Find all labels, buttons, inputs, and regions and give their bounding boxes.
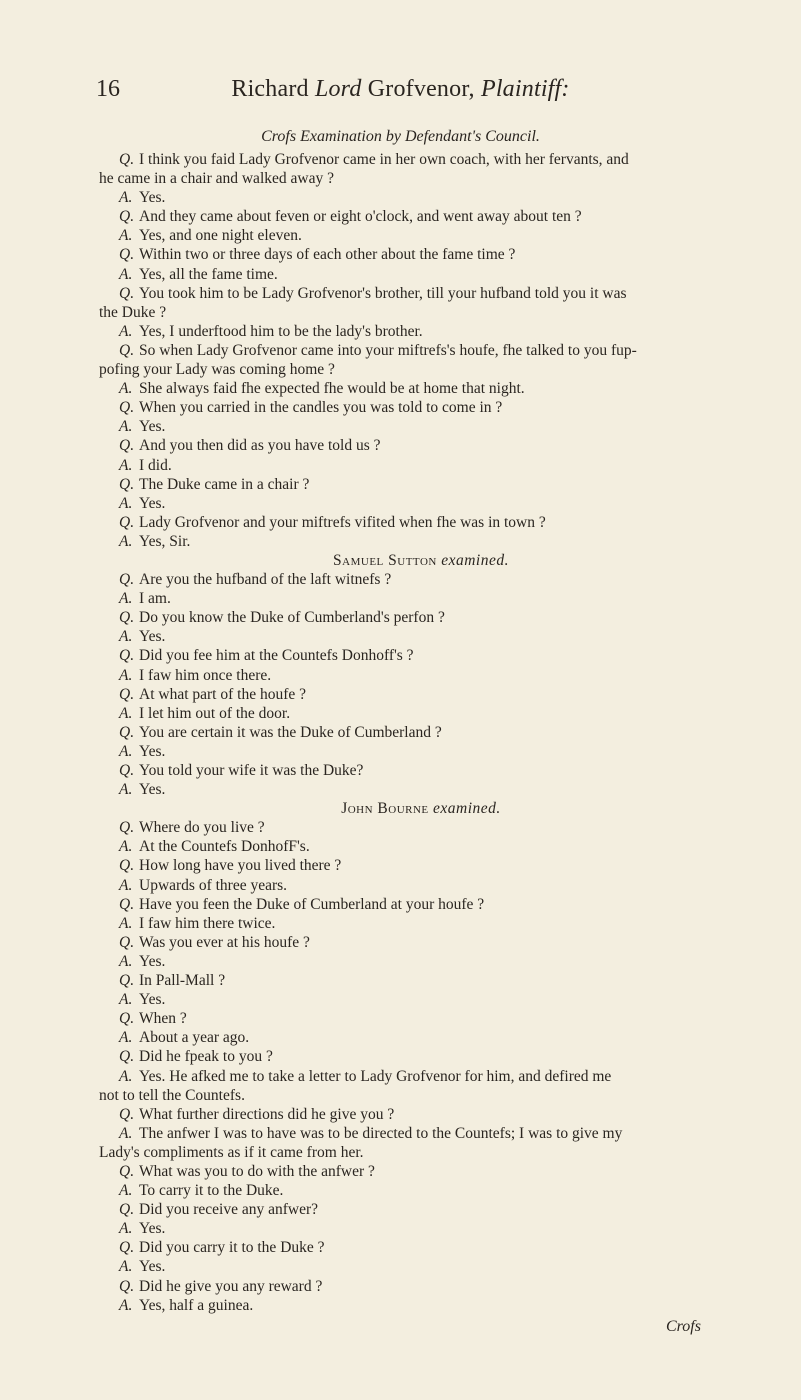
line-text: So when Lady Grofvenor came into your miftrefs's houfe, fhe talked to you fup- <box>139 341 637 359</box>
question-line <box>99 608 703 627</box>
line-text: How long have you lived there ? <box>139 857 342 875</box>
line-text: Upwards of three years. <box>139 876 288 894</box>
examined-label: examined. <box>441 551 509 569</box>
line-text: I think you faid Lady Grofvenor came in her own coach, with her fervants, and <box>139 151 629 168</box>
answer-line <box>99 532 703 551</box>
speaker-marker: A. <box>119 704 133 722</box>
line-text: Yes. <box>139 991 166 1009</box>
line-text: When you carried in the candles you was told to come in ? <box>139 399 503 417</box>
line-text: Have you feen the Duke of Cumberland at your houfe ? <box>139 895 485 913</box>
question-line <box>99 1162 703 1181</box>
speaker-marker: Q. <box>119 399 135 417</box>
speaker-marker: A. <box>119 532 133 550</box>
speaker-marker: Q. <box>119 437 135 455</box>
speaker-marker: A. <box>119 322 133 340</box>
line-text: I am. <box>139 590 171 608</box>
line-text: Yes. <box>139 742 166 760</box>
question-line <box>99 1105 703 1124</box>
answer-line <box>99 837 703 856</box>
answer-line <box>99 456 703 475</box>
line-text: Yes. <box>139 189 166 207</box>
speaker-marker: Q. <box>119 246 135 264</box>
speaker-marker: A. <box>119 991 133 1009</box>
answer-line <box>99 379 703 398</box>
line-text: I did. <box>139 456 172 474</box>
question-line <box>99 723 703 742</box>
speaker-marker: A. <box>119 666 133 684</box>
speaker-marker: Q. <box>119 1239 135 1257</box>
line-text: In Pall-Mall ? <box>139 972 226 990</box>
question-line <box>99 513 703 532</box>
running-header <box>0 76 801 110</box>
question-line <box>99 1047 703 1066</box>
title-lord: Lord <box>314 76 362 102</box>
line-text: Did you fee him at the Countefs Donhoff's ? <box>139 647 414 665</box>
line-text: The anfwer I was to have was to be directed to the Countefs; I was to give my <box>139 1124 623 1142</box>
line-text: Yes. <box>139 781 166 799</box>
speaker-marker: Q. <box>119 895 135 913</box>
continuation-line <box>99 1143 703 1162</box>
speaker-marker: A. <box>119 380 133 398</box>
speaker-marker: Q. <box>119 933 135 951</box>
line-text: Yes. <box>139 1258 166 1276</box>
witness-heading <box>99 799 703 818</box>
title-pre: Richard <box>231 76 315 102</box>
line-text: You took him to be Lady Grofvenor's brother, till your hufband told you it was <box>139 284 627 302</box>
speaker-marker: A. <box>119 590 133 608</box>
continuation-line <box>99 303 703 322</box>
answer-line <box>99 589 703 608</box>
line-text: Yes, half a guinea. <box>139 1296 254 1314</box>
running-title <box>0 76 801 103</box>
question-line <box>99 646 703 665</box>
speaker-marker: A. <box>119 418 133 436</box>
speaker-marker: Q. <box>119 1201 135 1219</box>
line-text: Was you ever at his houfe ? <box>139 933 310 951</box>
line-text: Are you the hufband of the laft witnefs ? <box>139 571 392 589</box>
line-text: not to tell the Countefs. <box>99 1086 245 1104</box>
testimony-body <box>99 150 703 1315</box>
answer-line <box>99 265 703 284</box>
question-line <box>99 398 703 417</box>
continuation-line <box>99 360 703 379</box>
witness-name: Samuel Sutton <box>333 551 437 569</box>
question-line <box>99 436 703 455</box>
answer-line <box>99 1296 703 1315</box>
line-text: Did you carry it to the Duke ? <box>139 1239 325 1257</box>
continuation-line <box>99 1086 703 1105</box>
line-text: At what part of the houfe ? <box>139 685 306 703</box>
answer-line <box>99 627 703 646</box>
answer-line <box>99 188 703 207</box>
speaker-marker: Q. <box>119 685 135 703</box>
line-text: the Duke ? <box>99 303 167 321</box>
title-plaintiff: Plaintiff: <box>480 76 570 102</box>
question-line <box>99 207 703 226</box>
section-subheading: Crofs Examination by Defendant's Council. <box>261 128 540 145</box>
witness-name: John Bourne <box>341 800 429 818</box>
speaker-marker: Q. <box>119 972 135 990</box>
line-text: pofing your Lady was coming home ? <box>99 361 335 379</box>
answer-line <box>99 494 703 513</box>
speaker-marker: Q. <box>119 341 135 359</box>
examined-label: examined. <box>433 800 501 818</box>
question-line <box>99 971 703 990</box>
answer-line <box>99 226 703 245</box>
question-line <box>99 570 703 589</box>
answer-line <box>99 876 703 895</box>
line-text: Yes. <box>139 952 166 970</box>
speaker-marker: A. <box>119 456 133 474</box>
speaker-marker: A. <box>119 494 133 512</box>
speaker-marker: A. <box>119 189 133 207</box>
speaker-marker: A. <box>119 952 133 970</box>
witness-heading <box>99 551 703 570</box>
line-text: I faw him once there. <box>139 666 272 684</box>
line-text: To carry it to the Duke. <box>139 1182 284 1200</box>
answer-line <box>99 322 703 341</box>
answer-line <box>99 780 703 799</box>
line-text: You told your wife it was the Duke? <box>139 762 364 779</box>
line-text: Did he fpeak to you ? <box>139 1048 273 1066</box>
question-line <box>99 475 703 494</box>
question-line <box>99 150 703 169</box>
answer-line <box>99 1067 703 1086</box>
speaker-marker: A. <box>119 1220 133 1238</box>
speaker-marker: Q. <box>119 475 135 493</box>
speaker-marker: A. <box>119 914 133 932</box>
speaker-marker: Q. <box>119 1162 135 1180</box>
answer-line <box>99 1219 703 1238</box>
answer-line <box>99 704 703 723</box>
speaker-marker: A. <box>119 1124 133 1142</box>
question-line <box>99 1238 703 1257</box>
question-line <box>99 895 703 914</box>
line-text: I faw him there twice. <box>139 914 276 932</box>
line-text: Where do you live ? <box>139 819 265 837</box>
line-text: Yes. <box>139 494 166 512</box>
speaker-marker: A. <box>119 1182 133 1200</box>
speaker-marker: A. <box>119 838 133 856</box>
speaker-marker: Q. <box>119 1010 135 1028</box>
speaker-marker: Q. <box>119 647 135 665</box>
speaker-marker: Q. <box>119 762 135 779</box>
question-line <box>99 284 703 303</box>
speaker-marker: A. <box>119 628 133 646</box>
line-text: Lady's compliments as if it came from her. <box>99 1143 364 1161</box>
line-text: About a year ago. <box>139 1029 250 1047</box>
speaker-marker: Q. <box>119 1105 135 1123</box>
question-line <box>99 856 703 875</box>
line-text: She always faid fhe expected fhe would be at home that night. <box>139 380 525 398</box>
speaker-marker: A. <box>119 227 133 245</box>
answer-line <box>99 952 703 971</box>
question-line <box>99 245 703 264</box>
page-number: 16 <box>96 76 120 102</box>
line-text: he came in a chair and walked away ? <box>99 170 334 188</box>
answer-line <box>99 914 703 933</box>
question-line <box>99 685 703 704</box>
question-line <box>99 1200 703 1219</box>
catchword: Crofs <box>666 1318 701 1335</box>
line-text: Did he give you any reward ? <box>139 1277 323 1295</box>
speaker-marker: A. <box>119 1029 133 1047</box>
question-line <box>99 933 703 952</box>
line-text: When ? <box>139 1010 187 1028</box>
title-name: Grofvenor, <box>361 76 481 102</box>
speaker-marker: Q. <box>119 284 135 302</box>
line-text: Yes. <box>139 628 166 646</box>
speaker-marker: A. <box>119 742 133 760</box>
question-line <box>99 1277 703 1296</box>
line-text: Within two or three days of each other about the fame time ? <box>139 246 516 264</box>
speaker-marker: Q. <box>119 1277 135 1295</box>
line-text: And you then did as you have told us ? <box>139 437 381 455</box>
answer-line <box>99 1124 703 1143</box>
line-text: Yes. He afked me to take a letter to Lady Grofvenor for him, and defired me <box>139 1067 612 1085</box>
line-text: Yes. <box>139 1220 166 1238</box>
speaker-marker: A. <box>119 876 133 894</box>
speaker-marker: A. <box>119 1067 133 1085</box>
line-text: Yes, I underftood him to be the lady's brother. <box>139 322 423 340</box>
question-line <box>99 341 703 360</box>
line-text: At the Countefs DonhofF's. <box>139 838 310 856</box>
answer-line <box>99 1028 703 1047</box>
speaker-marker: Q. <box>119 208 135 226</box>
line-text: You are certain it was the Duke of Cumberland ? <box>139 723 442 741</box>
speaker-marker: A. <box>119 1258 133 1276</box>
speaker-marker: Q. <box>119 723 135 741</box>
answer-line <box>99 666 703 685</box>
question-line <box>99 818 703 837</box>
continuation-line <box>99 169 703 188</box>
line-text: And they came about feven or eight o'clock, and went away about ten ? <box>139 208 582 226</box>
speaker-marker: Q. <box>119 1048 135 1066</box>
line-text: I let him out of the door. <box>139 704 291 722</box>
line-text: Lady Grofvenor and your miftrefs vifited when fhe was in town ? <box>139 513 546 531</box>
speaker-marker: Q. <box>119 609 135 627</box>
speaker-marker: Q. <box>119 857 135 875</box>
line-text: Do you know the Duke of Cumberland's perfon ? <box>139 609 445 627</box>
answer-line <box>99 990 703 1009</box>
line-text: Yes, all the fame time. <box>139 265 278 283</box>
speaker-marker: A. <box>119 1296 133 1314</box>
line-text: What further directions did he give you ? <box>139 1105 395 1123</box>
speaker-marker: Q. <box>119 151 135 168</box>
question-line <box>99 1009 703 1028</box>
answer-line <box>99 1257 703 1276</box>
speaker-marker: Q. <box>119 513 135 531</box>
answer-line <box>99 742 703 761</box>
answer-line <box>99 1181 703 1200</box>
line-text: Yes, and one night eleven. <box>139 227 302 245</box>
speaker-marker: Q. <box>119 819 135 837</box>
line-text: Did you receive any anfwer? <box>139 1201 319 1219</box>
line-text: What was you to do with the anfwer ? <box>139 1162 375 1180</box>
question-line <box>99 761 703 780</box>
line-text: The Duke came in a chair ? <box>139 475 310 493</box>
speaker-marker: Q. <box>119 571 135 589</box>
answer-line <box>99 417 703 436</box>
line-text: Yes. <box>139 418 166 436</box>
speaker-marker: A. <box>119 781 133 799</box>
speaker-marker: A. <box>119 265 133 283</box>
line-text: Yes, Sir. <box>139 532 191 550</box>
